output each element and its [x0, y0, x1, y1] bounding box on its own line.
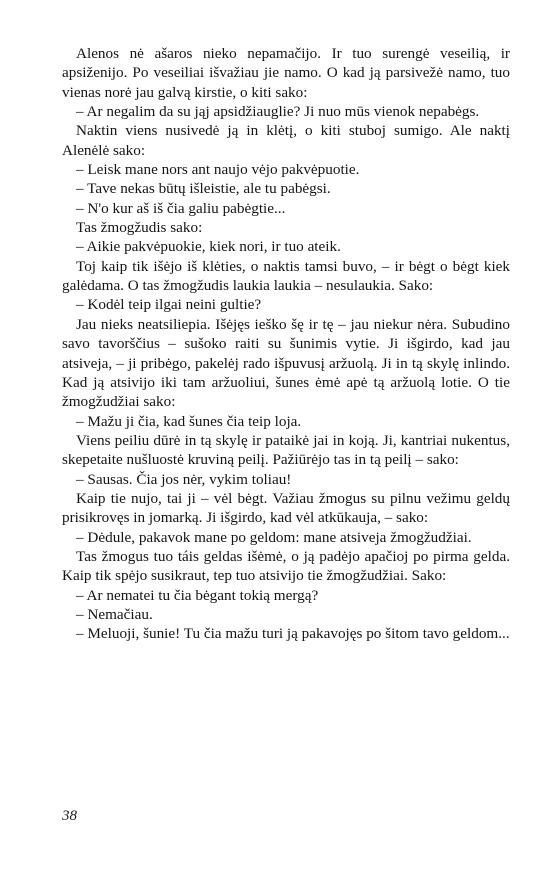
dialogue-line: – Dėdule, pakavok mane po geldom: mane atsiveja žmogžudžiai.: [76, 528, 472, 546]
page-number: 38: [62, 808, 77, 824]
dialogue-line: – Sausas. Čia jos nėr, vykim toliau!: [76, 470, 292, 488]
paragraph: Viens peiliu dūrė in tą skylę ir pataikė jai in koją. Ji, kantriai nukentus, skepetaite nušluostė kruviną peilį. Pažiūrėjo tas in tą peilį – sako:: [62, 431, 510, 469]
dialogue-line: – Kodėl teip ilgai neini gultie?: [76, 296, 262, 314]
dialogue-line: – Tave nekas būtų išleistie, ale tu pabėgsi.: [76, 180, 331, 198]
paragraph: Kaip tie nujo, tai ji – vėl bėgt. Važiau žmogus su pilnu vežimu geldų prisikrovęs in jomarką. Ji išgirdo, kad vėl atkūkauja, – sako:: [62, 489, 510, 527]
dialogue-line: – Nemačiau.: [76, 605, 153, 623]
paragraph: Tas žmogus tuo táis geldas išėmė, o ją padėjo apačioj po pirma gelda. Kaip tik spėjo susikraut, tep tuo atsivijo tie žmogžudžiai. Sako:: [62, 547, 510, 585]
dialogue-line: – Mažu ji čia, kad šunes čia teip loja.: [76, 412, 302, 430]
dialogue-line: – N'o kur aš iš čia galiu pabėgtie...: [76, 199, 286, 217]
paragraph: Jau nieks neatsiliepia. Išėjęs ieško šę ir tę – jau niekur nėra. Subudino savo tavorščius – sušoko raiti su šunimis vytie. Ji išgirdo, kad jau atsiveja, – ji pribėgo, pakelėj rado išpuvusį aržuolą. Ji in tą skylę inlindo. Kad ją atsivijo iki tam aržuoliui, šunes ėmė apė tą aržuolą lotie. O tie žmogžudžiai sako:: [62, 315, 510, 411]
paragraph: Alenos nė ašaros nieko nepamačijo. Ir tuo surengė veseilią, ir apsiženijo. Po veseiliai išvažiau jie namo. O kad ją parsivežė namo, tuo vienas norė jau galvą kirstie, o kiti sako:: [62, 45, 510, 101]
dialogue-line: – Aikie pakvėpuokie, kiek nori, ir tuo ateik.: [76, 238, 341, 256]
page-body: [62, 44, 510, 644]
dialogue-line: – Leisk mane nors ant naujo vėjo pakvėpuotie.: [76, 161, 360, 179]
paragraph: Naktin viens nusivedė ją in klėtį, o kiti stuboj sumigo. Ale naktį Alenėlė sako:: [62, 122, 510, 159]
paragraph: Tas žmogžudis sako:: [76, 219, 203, 237]
dialogue-line: – Meluoji, šunie! Tu čia mažu turi ją pakavojęs po šitom tavo geldom...: [76, 625, 510, 643]
dialogue-line: – Ar negalim da su jąj apsidžiauglie? Ji nuo mūs vienok nepabėgs.: [76, 103, 480, 121]
dialogue-line: – Ar nematei tu čia bėgant tokią mergą?: [76, 586, 319, 604]
paragraph: Toj kaip tik išėjo iš klėties, o naktis tamsi buvo, – ir bėgt o bėgt kiek galėdama. O tas žmogžudis laukia laukia – nesulaukia. Sako:: [62, 257, 510, 295]
